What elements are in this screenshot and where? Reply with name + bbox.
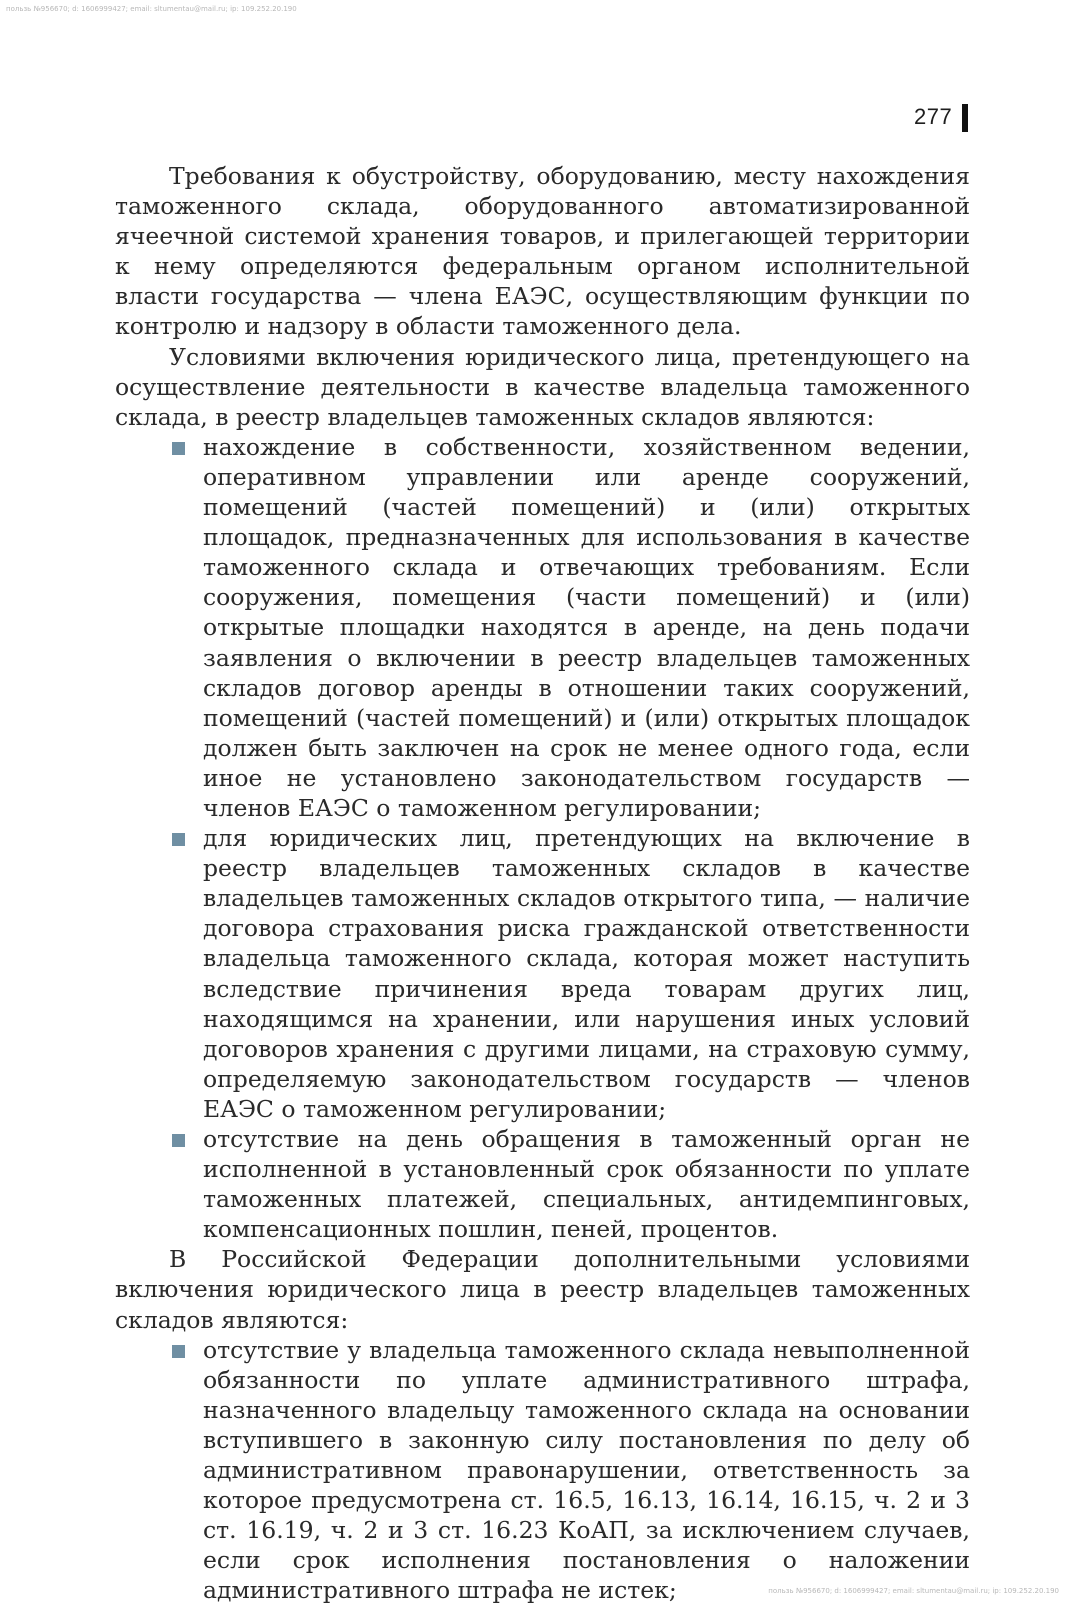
- paragraph-inclusion-conditions: Условиями включения юридического лица, претендующего на осуществление деятельности в качестве владельца таможенного склада, в реестр владельцев таможенных складов являются:: [115, 342, 970, 431]
- watermark-top: пользь №956670; d: 1606999427; email: sltumentau@mail.ru; ip: 109.252.20.190: [6, 5, 297, 13]
- paragraph-warehouse-requirements: Требования к обустройству, оборудованию, месту нахождения таможенного склада, оборудованного автоматизированной ячеечной системой хранения товаров, и прилегающей территории к нему определяются федеральным органом исполнительной власти государства — члена ЕАЭС, осуществляющим функции по контролю и надзору в области таможенного дела.: [115, 162, 970, 341]
- list-item: [203, 432, 970, 823]
- paragraph-russia-additional-conditions: В Российской Федерации дополнительными условиями включения юридического лица в реестр владельцев таможенных складов являются:: [115, 1245, 970, 1334]
- page-number: 277: [914, 104, 953, 129]
- square-bullet-icon: [172, 1345, 185, 1358]
- page-body: [115, 161, 970, 1606]
- watermark-bottom: пользь №956670; d: 1606999427; email: sltumentau@mail.ru; ip: 109.252.20.190: [768, 1587, 1059, 1595]
- square-bullet-icon: [172, 442, 185, 455]
- list-item: [203, 1335, 970, 1606]
- conditions-list: [115, 432, 970, 1245]
- list-item: [203, 823, 970, 1124]
- square-bullet-icon: [172, 833, 185, 846]
- list-item-text: нахождение в собственности, хозяйственном ведении, оперативном управлении или аренде сооружений, помещений (частей помещений) и (или) открытых площадок, предназначенных для использования в качестве таможенного склада и отвечающих требованиям. Если сооружения, помещения (части помещений) и (или) открытые площадки находятся в аренде, на день подачи заявления о включении в реестр владельцев таможенных складов договор аренды в отношении таких сооружений, помещений (частей помещений) и (или) открытых площадок должен быть заключен на срок не менее одного года, если иное не установлено законодательством государств — членов ЕАЭС о таможенном регулировании;: [203, 432, 970, 822]
- list-item-text: отсутствие на день обращения в таможенный орган не исполненной в установленный срок обязанности по уплате таможенных платежей, специальных, антидемпинговых, компенсационных пошлин, пеней, процентов.: [203, 1125, 970, 1244]
- square-bullet-icon: [172, 1134, 185, 1147]
- page-number-bar: [962, 104, 968, 132]
- list-item: [203, 1124, 970, 1244]
- additional-conditions-list: [115, 1335, 970, 1606]
- list-item-text: отсутствие у владельца таможенного склада невыполненной обязанности по уплате административного штрафа, назначенного владельцу таможенного склада на основании вступившего в законную силу постановления по делу об административном правонарушении, ответственность за которое предусмотрена ст. 16.5, 16.13, 16.14, 16.15, ч. 2 и 3 ст. 16.19, ч. 2 и 3 ст. 16.23 КоАП, за исключением случаев, если срок исполнения постановления о наложении административного штрафа не истек;: [203, 1335, 970, 1605]
- list-item-text: для юридических лиц, претендующих на включение в реестр владельцев таможенных складов в качестве владельцев таможенных складов открытого типа, — наличие договора страхования риска гражданской ответственности владельца таможенного склада, которая может наступить вследствие причинения вреда товарам других лиц, находящимся на хранении, или нарушения иных условий договоров хранения с другими лицами, на страховую сумму, определяемую законодательством государств — членов ЕАЭС о таможенном регулировании;: [203, 824, 970, 1123]
